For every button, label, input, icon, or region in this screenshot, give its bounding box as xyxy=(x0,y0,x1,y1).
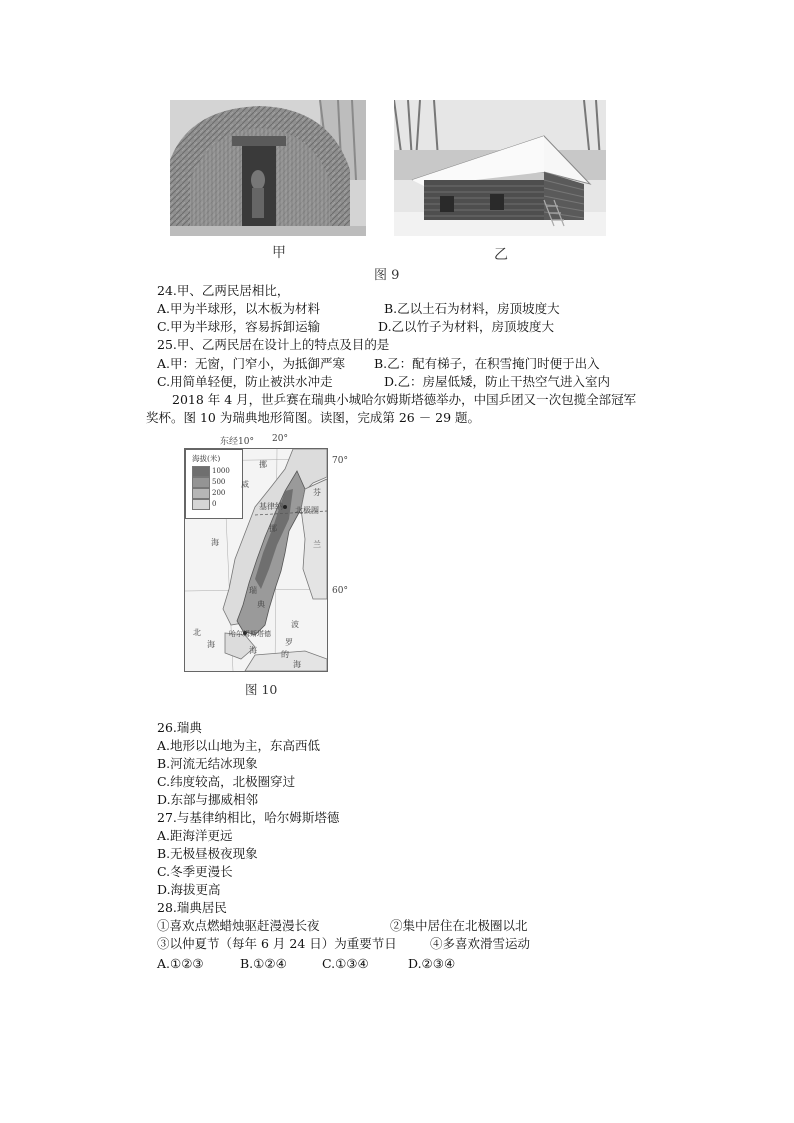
map-label-north-1: 北 xyxy=(193,628,201,637)
q24-option-d: D.乙以竹子为材料，房顶坡度大 xyxy=(378,319,555,334)
q25-option-a: A.甲：无窗，门窄小，为抵御严寒 xyxy=(157,356,346,371)
map-lat-label-70: 70° xyxy=(332,456,348,466)
q24-option-b: B.乙以土石为材料，房顶坡度大 xyxy=(384,301,560,316)
figure9-label-yi: 乙 xyxy=(494,247,508,263)
q28-option-c: C.①③④ xyxy=(322,956,369,971)
map-label-sea-1: 海 xyxy=(211,538,219,547)
q26-option-a: A.地形以山地为主，东高西低 xyxy=(157,738,321,753)
q28-option-a: A.①②③ xyxy=(157,956,204,971)
map-label-baltic-4: 海 xyxy=(293,660,301,669)
legend-swatch-500 xyxy=(192,477,210,488)
legend-swatch-1000 xyxy=(192,466,210,477)
q27-option-b: B.无极昼极夜现象 xyxy=(157,846,258,861)
q26-option-b: B.河流无结冰现象 xyxy=(157,756,258,771)
intro-line-2: 奖杯。图 10 为瑞典地形简图。读图，完成第 26 － 29 题。 xyxy=(146,410,481,425)
q25-option-d: D.乙：房屋低矮，防止干热空气进入室内 xyxy=(384,374,611,389)
q24-stem: 24.甲、乙两民居相比， xyxy=(157,283,290,298)
map-lon-label-10: 东经10° xyxy=(220,437,254,447)
q28-statement-4: ④多喜欢滑雪运动 xyxy=(430,936,531,951)
map-label-sweden-2: 典 xyxy=(257,600,265,609)
legend-title: 海拔(米) xyxy=(192,454,221,463)
q24-option-a: A.甲为半球形，以木板为材料 xyxy=(157,301,321,316)
map-lon-label-20: 20° xyxy=(272,434,288,444)
intro-line-1: 2018 年 4 月，世乒赛在瑞典小城哈尔姆斯塔德举办，中国乒团又一次包揽全部冠军 xyxy=(172,392,637,407)
q27-option-d: D.海拔更高 xyxy=(157,882,221,897)
q26-option-d: D.东部与挪威相邻 xyxy=(157,792,259,807)
q25-stem: 25.甲、乙两民居在设计上的特点及目的是 xyxy=(157,337,390,352)
figure10-caption: 图 10 xyxy=(245,682,278,697)
map-label-kiruna: 基律纳 xyxy=(259,502,283,511)
sweden-relief-map xyxy=(184,448,328,672)
legend-value-200: 200 xyxy=(212,489,226,497)
figure9-label-jia: 甲 xyxy=(272,245,286,261)
legend-value-1000: 1000 xyxy=(212,467,230,475)
q27-option-c: C.冬季更漫长 xyxy=(157,864,233,879)
map-label-finland-2: 兰 xyxy=(313,540,321,549)
q24-option-c: C.甲为半球形，容易拆卸运输 xyxy=(157,319,321,334)
map-label-baltic-2: 罗 xyxy=(285,638,293,647)
map-label-misc-1: 挪 xyxy=(269,524,277,533)
map-lat-label-60: 60° xyxy=(332,586,348,596)
map-label-baltic-3: 的 xyxy=(281,650,289,659)
map-label-sweden-1: 瑞 xyxy=(249,586,257,595)
q28-option-d: D.②③④ xyxy=(408,956,456,971)
q28-statement-3: ③以仲夏节（每年 6 月 24 日）为重要节日 xyxy=(157,936,397,951)
map-label-baltic-1: 波 xyxy=(291,620,299,629)
q25-option-c: C.用简单轻便，防止被洪水冲走 xyxy=(157,374,333,389)
photo-jia-yurt xyxy=(170,100,366,236)
map-label-north-2: 海 xyxy=(207,640,215,649)
map-label-norway-2: 威 xyxy=(241,480,249,489)
q27-stem: 27.与基律纳相比，哈尔姆斯塔德 xyxy=(157,810,340,825)
map-label-misc-2: 海 xyxy=(249,646,257,655)
map-elevation-legend xyxy=(185,449,243,519)
q26-option-c: C.纬度较高，北极圈穿过 xyxy=(157,774,296,789)
q28-stem: 28.瑞典居民 xyxy=(157,900,227,915)
q28-option-b: B.①②④ xyxy=(240,956,287,971)
q28-statement-1: ①喜欢点燃蜡烛驱赶漫漫长夜 xyxy=(157,918,320,933)
map-label-halmstad: 哈尔姆斯塔德 xyxy=(229,630,271,638)
map-label-norway-1: 挪 xyxy=(259,460,267,469)
legend-swatch-0 xyxy=(192,499,210,510)
q27-option-a: A.距海洋更远 xyxy=(157,828,233,843)
q26-stem: 26.瑞典 xyxy=(157,720,202,735)
q25-option-b: B.乙：配有梯子，在积雪掩门时便于出入 xyxy=(374,356,600,371)
map-label-finland-1: 芬 xyxy=(313,488,321,497)
legend-value-0: 0 xyxy=(212,500,217,508)
figure9-caption: 图 9 xyxy=(374,268,400,283)
legend-value-500: 500 xyxy=(212,478,226,486)
map-label-arctic-circle: 北极圈 xyxy=(295,506,319,515)
q28-statement-2: ②集中居住在北极圈以北 xyxy=(390,918,528,933)
photo-yi-log-cabin xyxy=(394,100,606,236)
legend-swatch-200 xyxy=(192,488,210,499)
